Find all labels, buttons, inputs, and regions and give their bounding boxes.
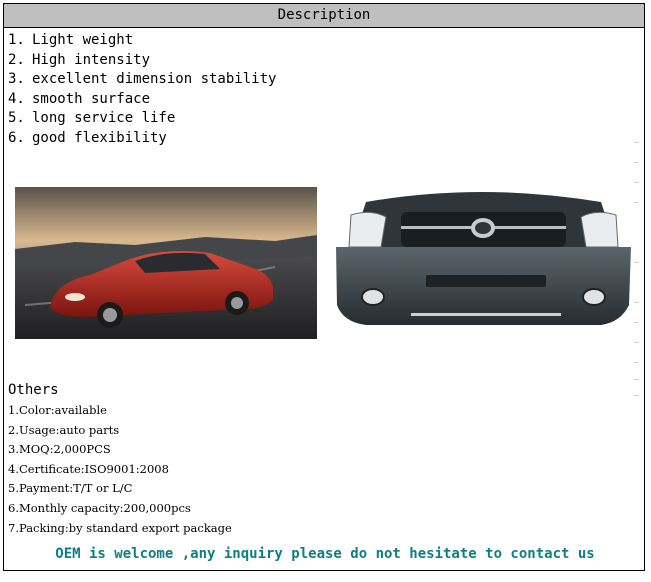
others-heading: Others [8,382,59,398]
list-item: 7.Packing:by standard export package [8,520,232,535]
divider [634,379,639,380]
list-item: 4.Certificate:ISO9001:2008 [8,461,169,476]
item-number: 4. [8,90,25,107]
divider [634,362,639,363]
bumper-icon [331,187,636,342]
item-text: smooth surface [32,90,151,107]
list-item: 5.Payment:T/T or L/C [8,481,133,496]
list-item [8,129,276,149]
front-bumper-photo [331,187,636,342]
oem-notice: OEM is welcome ,any inquiry please do not hesitate to contact us [55,546,595,562]
item-number: 5. [8,110,25,126]
divider [634,262,639,263]
divider [634,395,639,396]
item-number: 2. [8,51,25,68]
item-text: excellent dimension stability [32,71,277,87]
item-text: good flexibility [32,129,167,146]
item-number: 6. [8,129,25,146]
divider [634,182,639,183]
list-item: 1.Color:available [8,403,107,417]
divider [634,162,639,163]
product-description-panel [3,3,645,571]
list-item [8,90,276,110]
item-number: 1. [8,32,25,48]
divider [634,342,639,343]
divider [634,322,639,323]
list-item [8,51,276,71]
list-item [8,31,276,51]
item-text: Light weight [32,32,134,48]
list-item [8,109,276,129]
feature-list [8,31,276,148]
others-list [8,401,232,538]
item-text: High intensity [32,51,151,68]
divider [634,202,639,203]
car-icon [15,187,317,339]
item-text: long service life [32,110,176,126]
list-item: 2.Usage:auto parts [8,422,120,437]
divider [634,142,639,143]
list-item [8,70,276,90]
list-item: 3.MOQ:2,000PCS [8,442,111,457]
red-sedan-photo [15,187,317,339]
list-item: 6.Monthly capacity:200,000pcs [8,500,191,515]
description-header: Description [4,4,644,28]
item-number: 3. [8,71,25,87]
divider [634,302,639,303]
